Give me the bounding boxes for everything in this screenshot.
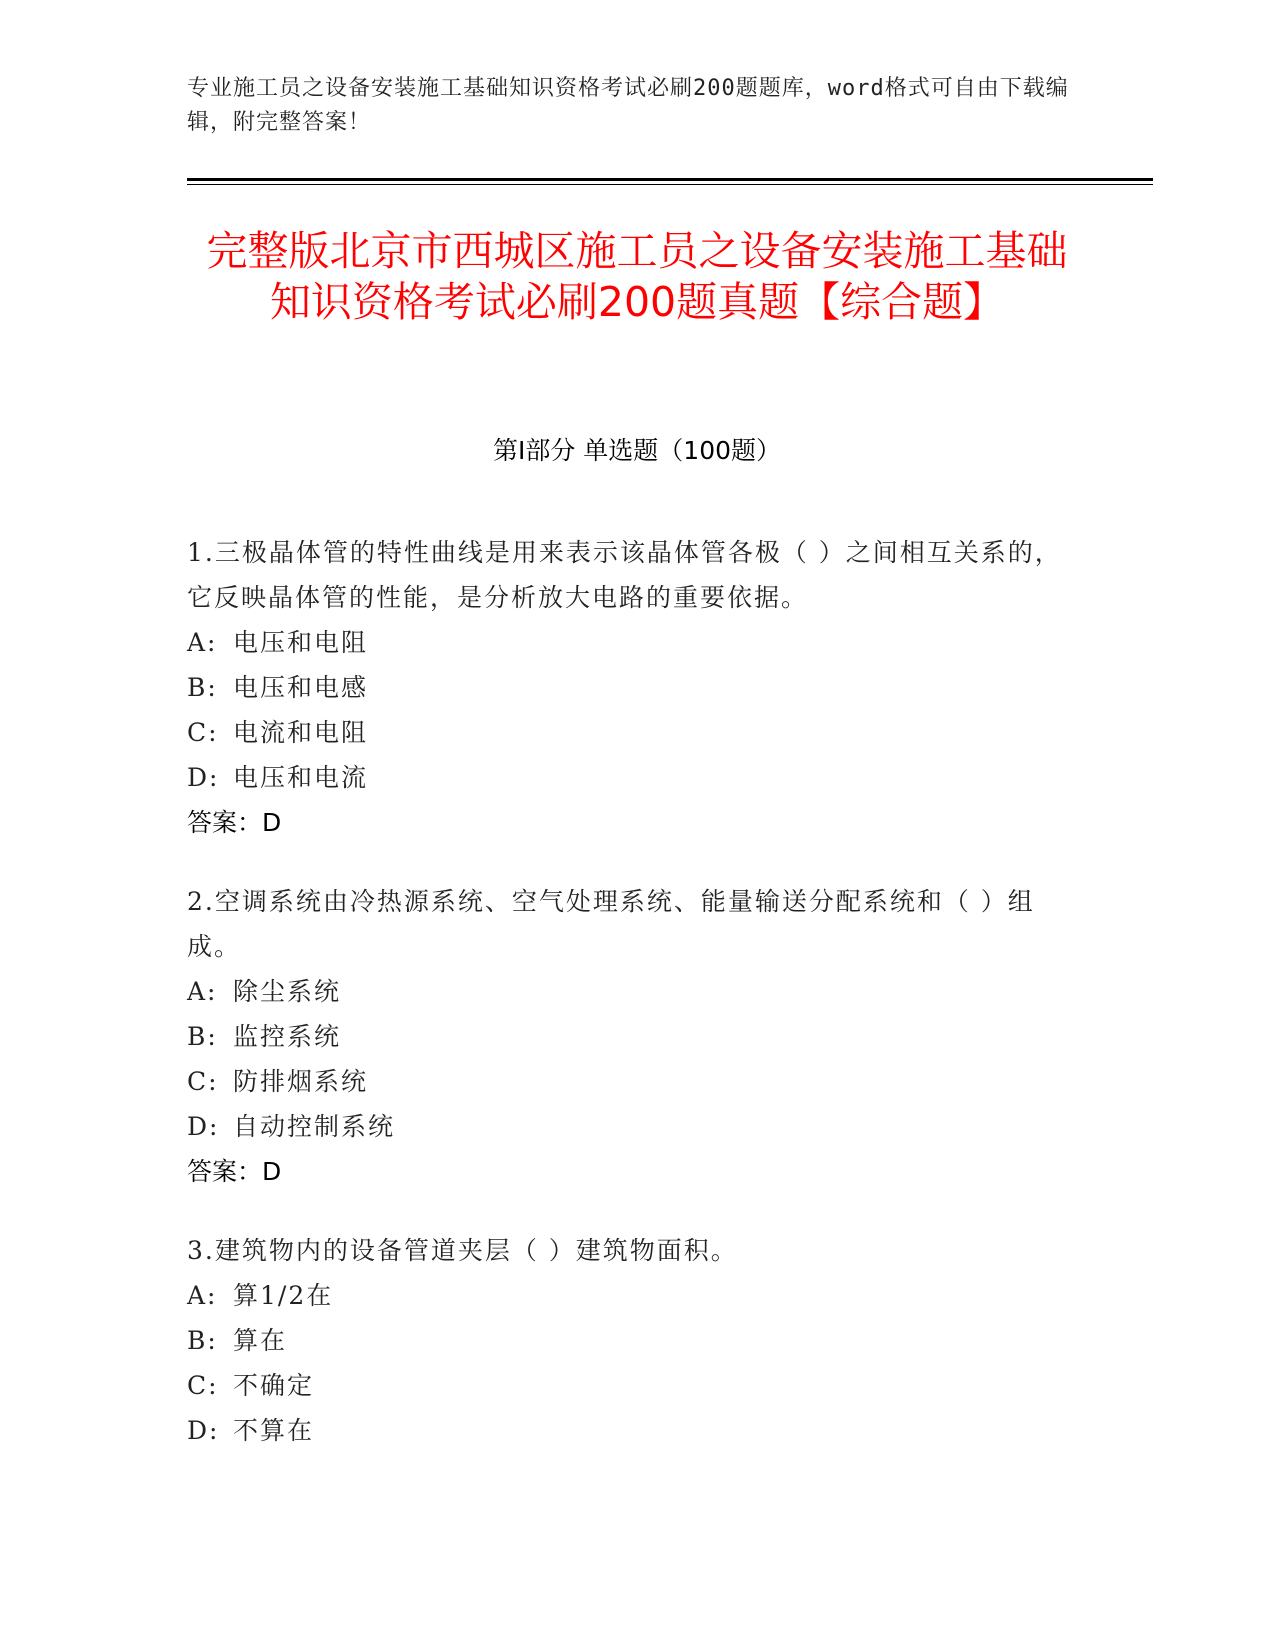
option-letter: B: — [187, 673, 218, 702]
option-letter: C: — [187, 1371, 219, 1400]
option-text: 除尘系统 — [233, 977, 342, 1006]
option-letter: A: — [187, 628, 218, 657]
option-a — [187, 969, 1077, 1014]
document-title: 完整版北京市西城区施工员之设备安装施工基础知识资格考试必刷200题真题【综合题】 — [206, 227, 1068, 326]
option-letter: A: — [187, 977, 218, 1006]
option-letter: D: — [187, 763, 220, 792]
option-d — [187, 1104, 1077, 1149]
option-text: 电压和电流 — [233, 763, 369, 792]
question-1 — [187, 530, 1077, 845]
option-b — [187, 1014, 1077, 1059]
option-text: 防排烟系统 — [233, 1067, 369, 1096]
question-stem: 1.三极晶体管的特性曲线是用来表示该晶体管各极（ ）之间相互关系的，它反映晶体管的性能，是分析放大电路的重要依据。 — [187, 538, 1062, 612]
question-3 — [187, 1228, 1077, 1453]
option-text: 算在 — [233, 1326, 288, 1355]
question-stem: 2.空调系统由冷热源系统、空气处理系统、能量输送分配系统和（ ）组成。 — [187, 887, 1035, 961]
option-letter: C: — [187, 1067, 219, 1096]
question-list — [187, 530, 1077, 1487]
option-c — [187, 1059, 1077, 1104]
question-2 — [187, 879, 1077, 1194]
option-c — [187, 710, 1077, 755]
header-divider-thick — [187, 178, 1153, 181]
option-letter: A: — [187, 1281, 218, 1310]
option-letter: C: — [187, 718, 219, 747]
option-c — [187, 1363, 1077, 1408]
option-letter: D: — [187, 1112, 220, 1141]
option-text: 不确定 — [233, 1371, 315, 1400]
header-divider-thin — [187, 184, 1153, 185]
option-text: 电流和电阻 — [233, 718, 369, 747]
option-d — [187, 1408, 1077, 1453]
option-letter: D: — [187, 1416, 220, 1445]
option-a — [187, 620, 1077, 665]
option-text: 自动控制系统 — [233, 1112, 396, 1141]
option-d — [187, 755, 1077, 800]
option-text: 算1/2在 — [233, 1281, 334, 1310]
section-title: 第I部分 单选题（100题） — [492, 436, 782, 465]
answer-line: 答案：D — [187, 1157, 282, 1186]
option-b — [187, 1318, 1077, 1363]
header-note: 专业施工员之设备安装施工基础知识资格考试必刷200题题库，word格式可自由下载编辑，附完整答案！ — [187, 76, 1069, 135]
option-a — [187, 1273, 1077, 1318]
option-b — [187, 665, 1077, 710]
question-stem: 3.建筑物内的设备管道夹层（ ）建筑物面积。 — [187, 1236, 738, 1265]
option-text: 不算在 — [233, 1416, 315, 1445]
option-text: 监控系统 — [233, 1022, 342, 1051]
answer-line: 答案：D — [187, 808, 282, 837]
option-letter: B: — [187, 1022, 218, 1051]
option-text: 电压和电阻 — [233, 628, 369, 657]
option-letter: B: — [187, 1326, 218, 1355]
option-text: 电压和电感 — [233, 673, 369, 702]
